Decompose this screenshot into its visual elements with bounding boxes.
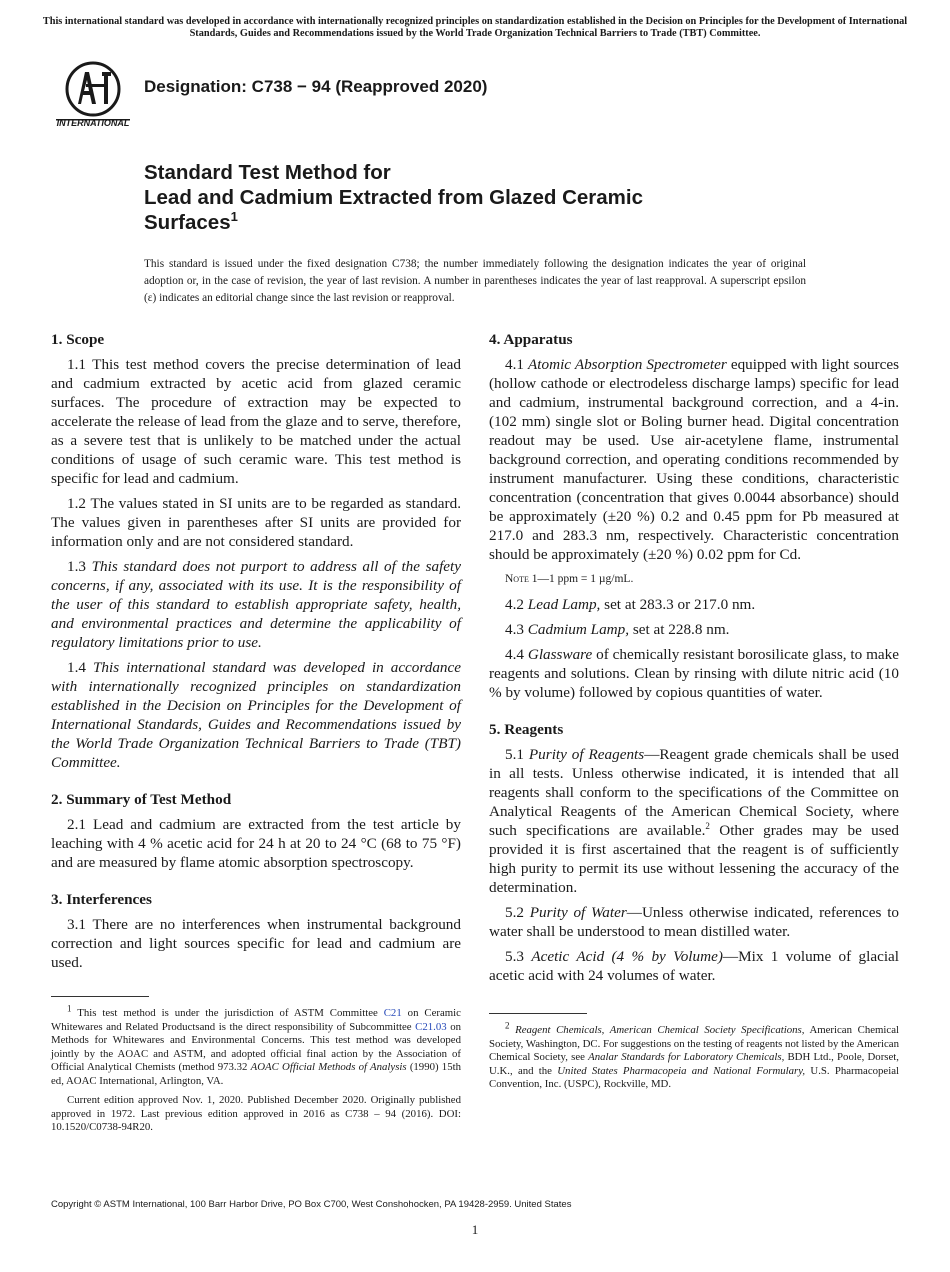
subcommittee-c21-03-link[interactable]: C21.03 <box>415 1020 447 1033</box>
copyright-footer: Copyright © ASTM International, 100 Barr Harbor Drive, PO Box C700, West Conshohocken, PA 19428-2959. United States <box>51 1199 572 1210</box>
footnote-mark: 2 <box>505 1020 510 1031</box>
left-column <box>51 330 461 1141</box>
paragraph-number: 4.2 <box>505 596 524 613</box>
paragraph-number: 5.3 <box>505 948 524 965</box>
paragraph-4-3 <box>489 620 899 639</box>
paragraph-text: —Unless otherwise indicated, references to water shall be understood to mean distilled water. <box>489 904 900 940</box>
footnote-italic: AOAC Official Methods of Analysis <box>250 1061 407 1073</box>
section-scope-heading: 1. Scope <box>51 331 105 348</box>
paragraph-2-1: 2.1 Lead and cadmium are extracted from the test article by leaching with 4 % acetic acid for 24 h at 20 to 24 °C (68 to 75 °F) and are measured by flame atomic absorption spectroscopy. <box>51 816 461 871</box>
paragraph-5-1 <box>489 745 899 897</box>
footnote-ref[interactable]: 2 <box>705 820 710 831</box>
right-column <box>489 330 899 1098</box>
footnote-italic: Reagent Chemicals, American Chemical Society Specifications, <box>515 1024 805 1036</box>
section-summary-heading: 2. Summary of Test Method <box>51 791 232 808</box>
paragraph-text: equipped with light sources (hollow cathode or electrodeless discharge lamps) specific for lead and cadmium, instrumental background correction, and a 4-in. (102 mm) single slot or Boling burner head. Digital concentration readout may be used. Use air-acetylene flame, instrumental background correction, and operating conditions recommended by instrument manufacturer. Using these conditions, characteristic concentration (concentration that gives 0.0044 absorbance) should be approximately (±20 %) 0.2 and 0.45 ppm for Pb measured at 217.0 and 283.3 nm, respectively. Characteristic concentration should be approximately (±20 %) 0.02 ppm for Cd. <box>489 356 900 563</box>
logo-international-text: INTERNATIONAL <box>56 118 130 128</box>
paragraph-term: Acetic Acid (4 % by Volume) <box>531 948 723 965</box>
paragraph-number: 4.1 <box>505 356 524 373</box>
paragraph-1-4 <box>51 658 461 772</box>
paragraph-number: 5.1 <box>505 746 524 763</box>
title-line-3-text: Surfaces <box>144 211 231 234</box>
paragraph-4-4 <box>489 645 899 702</box>
paragraph-term: Purity of Reagents <box>528 746 645 763</box>
section-apparatus-heading: 4. Apparatus <box>489 331 573 348</box>
footnote-2 <box>489 1020 900 1092</box>
footnote-text: U.S. Pharmacopeial Convention, Inc. (USPC), Rockville, MD. <box>489 1064 900 1090</box>
paragraph-text: —Reagent grade chemicals shall be used in all tests. Unless otherwise indicated, it is intended that all reagents shall conform to the specifications of the Committee on Analytical Reagents of the American Chemical Society, where such specifications are available. <box>489 746 900 839</box>
footnote-italic: United States Pharmacopeia and National Formulary, <box>557 1064 806 1077</box>
paragraph-term: Atomic Absorption Spectrometer <box>528 356 727 373</box>
footnote-1 <box>51 1003 462 1088</box>
paragraph-text: —Mix 1 volume of glacial acetic acid with 24 volumes of water. <box>489 948 900 984</box>
paragraph-1-3 <box>51 557 461 652</box>
paragraph-1-4-text: This international standard was developed in accordance with internationally recognized principles on standardization established in the Decision on Principles for the Development of International Standards, Guides and Recommendations issued by the World Trade Organization Technical Barriers to Trade (TBT) Committee. <box>51 659 462 771</box>
footnote-text: This test method is under the jurisdiction of ASTM Committee <box>77 1007 378 1019</box>
paragraph-text: set at 228.8 nm. <box>632 621 730 638</box>
paragraph-1-2: 1.2 The values stated in SI units are to be regarded as standard. The values given in parentheses after SI units are provided for information only and are not considered standard. <box>51 495 461 550</box>
tbt-notice: This international standard was developed in accordance with internationally recognized principles on standardization established in the Decision on Principles for the Development of International Standards, Guides and Recommendations issued by the World Trade Organization Technical Barriers to Trade (TBT) Committee. <box>42 16 908 39</box>
paragraph-term: Purity of Water <box>529 904 627 921</box>
title-line-2: Lead and Cadmium Extracted from Glazed Ceramic <box>144 186 643 209</box>
paragraph-4-2 <box>489 595 899 614</box>
footnote-edition: Current edition approved Nov. 1, 2020. Published December 2020. Originally published approved in 1972. Last previous edition approved in 2016 as C738 – 94 (2016). DOI: 10.1520/C0738-94R20. <box>51 1094 461 1133</box>
committee-c21-link[interactable]: C21 <box>383 1007 402 1019</box>
title-line-3 <box>144 210 844 235</box>
paragraph-text: set at 283.3 or 217.0 nm. <box>604 596 756 613</box>
title-line-1: Standard Test Method for <box>144 161 391 184</box>
footnote-text: on Methods for Whitewares and Environmental Concerns. This test method was developed jointly by the AOAC and ASTM, and adopted official final action by the Association of Official Analytical Chemists (method 973.32 <box>51 1020 462 1073</box>
paragraph-text: of chemically resistant borosilicate glass, to make reagents and solutions. Clean by rinsing with dilute nitric acid (10 % by volume) followed by copious quantities of water. <box>489 646 899 701</box>
footnote-text: BDH Ltd., Poole, Dorset, U.K., and the <box>489 1051 899 1077</box>
astm-logo <box>52 56 134 132</box>
section-reagents-heading: 5. Reagents <box>489 721 564 738</box>
paragraph-number: 4.4 <box>505 646 524 663</box>
note-1 <box>489 570 899 589</box>
section-interferences-heading: 3. Interferences <box>51 891 152 908</box>
paragraph-5-2 <box>489 903 899 941</box>
page-number: 1 <box>471 1222 479 1237</box>
note-text: —1 ppm = 1 µg/mL. <box>537 573 634 585</box>
footnote-italic: Analar Standards for Laboratory Chemicals, <box>588 1051 785 1063</box>
paragraph-text: Other grades may be used provided it is first ascertained that the reagent is of sufficiently high purity to permit its use without lessening the accuracy of the determination. <box>489 822 899 896</box>
paragraph-1-3-text: This standard does not purport to address all of the safety concerns, if any, associated with its use. It is the responsibility of the user of this standard to establish appropriate safety, health, and environmental practices and determine the applicability of regulatory limitations prior to use. <box>51 558 462 651</box>
paragraph-number: 4.3 <box>505 621 524 638</box>
designation: Designation: C738 − 94 (Reapproved 2020) <box>144 77 488 96</box>
paragraph-1-1: 1.1 This test method covers the precise determination of lead and cadmium extracted by acetic acid from glazed ceramic surfaces. The procedure of extraction may be expected to accelerate the release of lead from the glaze and to serve, therefore, as a severe test that is unlikely to be matched under the actual conditions of usage of such ceramic ware. This test method is specific for lead and cadmium. <box>51 356 461 487</box>
paragraph-number: 1.3 <box>67 558 86 575</box>
note-label: Note 1 <box>505 573 538 585</box>
footnote-mark: 1 <box>67 1003 72 1014</box>
paragraph-term: Lead Lamp, <box>527 596 601 613</box>
paragraph-term: Cadmium Lamp, <box>527 621 630 638</box>
paragraph-5-3 <box>489 947 899 985</box>
paragraph-number: 5.2 <box>505 904 524 921</box>
paragraph-4-1 <box>489 355 899 564</box>
footnote-text: American Chemical Society, Washington, DC. For suggestions on the testing of reagents not listed by the American Chemical Society, see <box>489 1024 899 1063</box>
title-footnote-mark: 1 <box>230 209 238 225</box>
footnote-text: (1990) 15th ed, AOAC International, Arlington, VA. <box>51 1061 461 1087</box>
paragraph-number: 1.4 <box>67 659 86 676</box>
footnote-text: on Ceramic Whitewares and Related Productsand is the direct responsibility of Subcommittee <box>51 1007 461 1033</box>
intro-paragraph: This standard is issued under the fixed designation C738; the number immediately following the designation indicates the year of original adoption or, in the case of revision, the year of last revision. A number in parentheses indicates the year of last reapproval. A superscript epsilon (ε) indicates an editorial change since the last revision or reapproval. <box>144 258 806 304</box>
document-title <box>144 160 844 235</box>
paragraph-3-1: 3.1 There are no interferences when instrumental background correction and light sources specific for lead and cadmium are used. <box>51 916 461 971</box>
paragraph-term: Glassware <box>527 646 593 663</box>
